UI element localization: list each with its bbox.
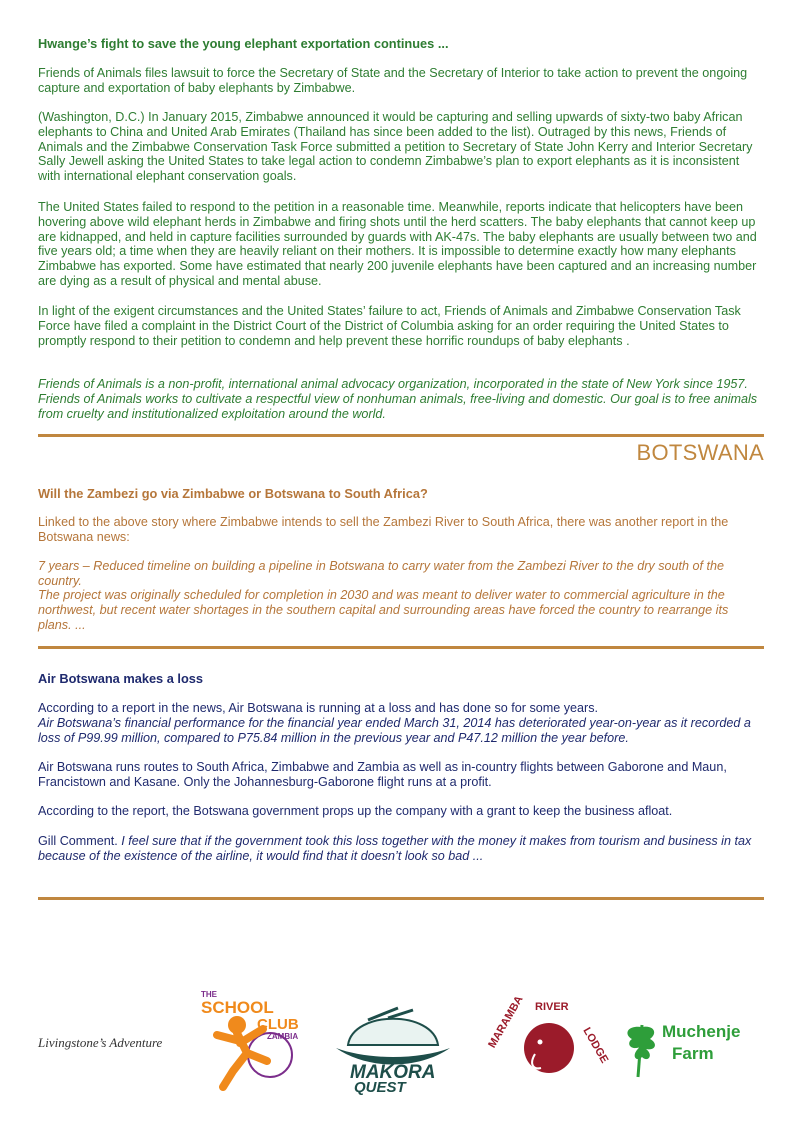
svg-text:MAKORA: MAKORA: [350, 1062, 436, 1083]
svg-text:CLUB: CLUB: [257, 1016, 299, 1033]
article-paragraph: The United States failed to respond to the petition in a reasonable time. Meanwhile, reports indicate that helicopters have been hovering above wild elephant herds in Zimbabwe and firing shots until the herd scatters. The baby elephants that cannot keep up are kidnapped, and held in capture facilities surrounded by guards with AK-47s. The baby elephants are usually between two and five years old; a time when they are heavily reliant on their mothers. It is impossible to determine exactly how many elephants Zimbabwe has exported. Some have estimated that nearly 200 juvenile elephants have been captured and an increasing number are dying as a result of physical and mental abuse.: [38, 200, 757, 288]
section-divider: [38, 434, 764, 437]
svg-text:LODGE: LODGE: [580, 1025, 610, 1066]
maramba-river-lodge-logo: [485, 990, 610, 1090]
svg-text:Muchenje: Muchenje: [662, 1022, 741, 1041]
article-paragraph: According to the report, the Botswana government props up the company with a grant to keep the business afloat.: [38, 804, 673, 818]
comment-label: Gill Comment.: [38, 834, 122, 848]
livingstone-logo-text: Livingstone’s Adventure: [38, 1035, 163, 1050]
article-paragraph: Linked to the above story where Zimbabwe intends to sell the Zambezi River to South Africa, there was another report in the Botswana news:: [38, 515, 729, 544]
section-divider: [38, 897, 764, 900]
article-paragraph: In light of the exigent circumstances and the United States’ failure to act, Friends of Animals and Zimbabwe Conservation Task Force have filed a complaint in the District Court of the District of Columbia asking for an order requiring the United States to promptly respond to their petition to condemn and help prevent these horrific roundups of baby elephants .: [38, 304, 741, 348]
organization-footer-note: Friends of Animals is a non-profit, international animal advocacy organization, incorporated in the state of New York since 1957. Friends of Animals works to cultivate a respectful view of nonhuman animals, free-living and domestic. Our goal is to free animals from cruelty and institutionalized exploitation around the world.: [38, 377, 758, 421]
article-headline-air-botswana: Air Botswana makes a loss: [38, 671, 204, 686]
livingstones-adventure-logo: [36, 1020, 181, 1060]
article-paragraph: (Washington, D.C.) In January 2015, Zimbabwe announced it would be capturing and selling upwards of sixty-two baby African elephants to China and United Arab Emirates (Thailand has since been added to the list). Outraged by this news, Friends of Animals and the Zimbabwe Conservation Task Force submitted a petition to Secretary of State John Kerry and Interior Secretary Sally Jewell asking the United States to take legal action to condemn Zimbabwe’s plan to export elephants as it is inconsistent with international elephant conservation goals.: [38, 110, 753, 184]
article-lead: Friends of Animals files lawsuit to force the Secretary of State and the Secretary of Interior to take action to prevent the ongoing capture and exportation of baby elephants by Zimbabwe.: [38, 66, 748, 95]
svg-text:THE: THE: [201, 990, 217, 999]
article-quote: 7 years – Reduced timeline on building a pipeline in Botswana to carry water from the Zambezi River to the dry south of the country.: [38, 559, 725, 588]
muchenje-farm-logo: [620, 1005, 765, 1080]
article-headline-zambezi: Will the Zambezi go via Zimbabwe or Botswana to South Africa?: [38, 486, 428, 501]
section-title: BOTSWANA: [636, 440, 764, 465]
article-paragraph: Air Botswana runs routes to South Africa, Zimbabwe and Zambia as well as in-country flights between Gaborone and Maun, Francistown and Kasane. Only the Johannesburg-Gaborone flight runs at a profit.: [38, 760, 727, 789]
article-paragraph: According to a report in the news, Air Botswana is running at a loss and has done so for some years.: [38, 701, 599, 715]
school-club-zambia-logo: [185, 983, 325, 1093]
article-headline-hwange: Hwange’s fight to save the young elephant exportation continues ...: [38, 36, 449, 51]
comment-text: I feel sure that if the government took this loss together with the money it makes from tourism and business in tax because of the existence of the airline, it would find that it doesn’t look so bad ...: [38, 834, 752, 863]
svg-text:SCHOOL: SCHOOL: [201, 998, 274, 1017]
svg-text:ZAMBIA: ZAMBIA: [267, 1032, 299, 1041]
section-divider: [38, 646, 764, 649]
svg-text:MARAMBA: MARAMBA: [486, 993, 526, 1051]
gill-comment: [38, 834, 764, 864]
makora-quest-logo: [328, 990, 458, 1095]
svg-text:Farm: Farm: [672, 1044, 714, 1063]
article-quote: The project was originally scheduled for completion in 2030 and was meant to deliver water to commercial agriculture in the northwest, but recent water shortages in the southern capital and surrounding areas have forced the country to rearrange its plans. ...: [38, 588, 729, 632]
article-quote: Air Botswana’s financial performance for the financial year ended March 31, 2014 has deteriorated year-on-year as it recorded a loss of P99.99 million, compared to P75.84 million in the previous year and P47.12 million the year before.: [38, 716, 751, 745]
svg-text:QUEST: QUEST: [354, 1079, 406, 1095]
svg-text:RIVER: RIVER: [535, 1001, 569, 1013]
